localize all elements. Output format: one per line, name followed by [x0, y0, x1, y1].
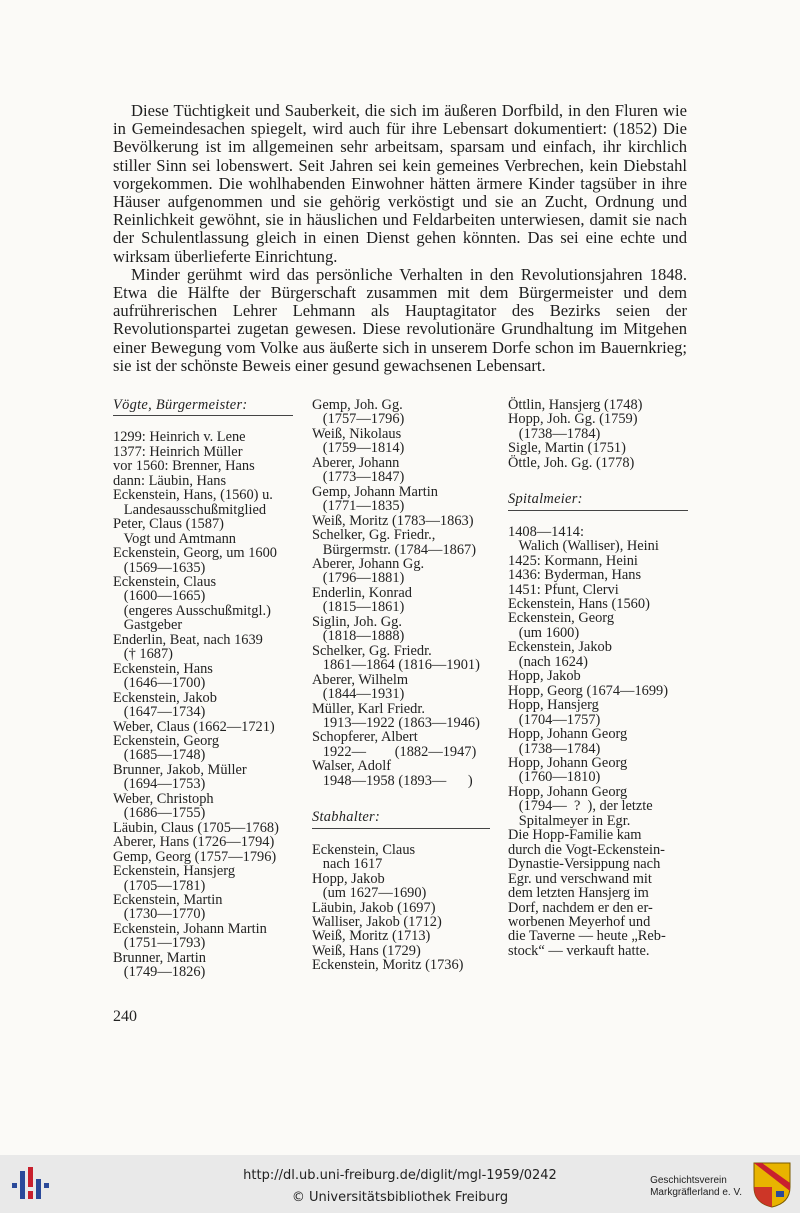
- list-item: Eckenstein, Georg, um 1600: [113, 545, 277, 562]
- list-voegte-continued: [508, 398, 688, 470]
- list-item: Aberer, Johann Gg.: [312, 555, 425, 572]
- list-item: (1600—1665): [113, 588, 206, 605]
- page-number: 240: [113, 1008, 137, 1025]
- verein-name[interactable]: [650, 1175, 742, 1199]
- list-item: (1738—1784): [508, 740, 601, 757]
- markgraeflerland-crest-icon[interactable]: [752, 1161, 792, 1209]
- permalink-url[interactable]: http://dl.ub.uni-freiburg.de/diglit/mgl-1959/0242: [243, 1168, 557, 1183]
- list-item: Siglin, Joh. Gg.: [312, 613, 402, 630]
- column-middle: [312, 398, 490, 973]
- list-buergermeister-continued: [312, 398, 490, 788]
- list-item: Eckenstein, Martin: [113, 891, 223, 908]
- list-item: 1299: Heinrich v. Lene: [113, 429, 246, 446]
- verein-line-2: Markgräflerland e. V.: [650, 1187, 742, 1198]
- list-item: Eckenstein, Moritz (1736): [312, 957, 464, 974]
- list-item: Aberer, Hans (1726—1794): [113, 834, 275, 851]
- list-item: Eckenstein, Georg: [508, 610, 615, 627]
- list-item: Läubin, Claus (1705—1768): [113, 819, 279, 836]
- list-item: Vogt und Amtmann: [113, 530, 237, 547]
- list-item: Eckenstein, Hans: [113, 660, 213, 677]
- list-item: 1948—1958 (1893— ): [312, 772, 473, 789]
- note-line: stock“ — verkauft hatte.: [508, 942, 650, 959]
- hopp-family-note: [508, 828, 688, 958]
- list-item: (1694—1753): [113, 776, 206, 793]
- list-item: 1922— (1882—1947): [312, 743, 477, 760]
- section-heading-stabhalter: Stabhalter:: [312, 810, 490, 828]
- note-line: Die Hopp-Familie kam: [508, 827, 642, 844]
- list-item: Müller, Karl Friedr.: [312, 700, 425, 717]
- list-item: Öttle, Joh. Gg. (1778): [508, 454, 635, 471]
- list-item: Hopp, Johann Georg: [508, 726, 628, 743]
- list-item: (1757—1796): [312, 411, 405, 428]
- list-item: 1425: Kormann, Heini: [508, 552, 638, 569]
- list-item: († 1687): [113, 646, 173, 663]
- list-item: 1408—1414:: [508, 523, 584, 540]
- list-item: (1773—1847): [312, 469, 405, 486]
- list-item: Schelker, Gg. Friedr.,: [312, 527, 436, 544]
- list-item: Hopp, Joh. Gg. (1759): [508, 411, 638, 428]
- paragraph-2: Minder gerühmt wird das persönliche Verhalten in den Revolutionsjahren 1848. Etwa die Hälfte der Bürgerschaft zusammen mit dem Bürgermeister und dem aufrührerischen Lehrer Lehmann als Hauptagitator des Bezirks seien der Revolutionspartei zugetan gewesen. Diese revolutionäre Grundhaltung im Mitgehen einer Bewegung vom Volke aus äußerte sich in unserem Dorfe schon im Bauernkrieg; sie ist der schönste Beweis einer gesund gewachsenen Lebensart.: [113, 264, 687, 375]
- list-item: Walliser, Jakob (1712): [312, 913, 442, 930]
- list-item: Eckenstein, Hansjerg: [113, 863, 236, 880]
- section-heading-voegte: Vögte, Bürgermeister:: [113, 398, 293, 416]
- list-item: (um 1627—1690): [312, 885, 427, 902]
- list-item: Hopp, Hansjerg: [508, 697, 599, 714]
- list-item: (1794— ? ), der letzte: [508, 798, 653, 815]
- list-stabhalter: [312, 843, 490, 973]
- list-item: (1730—1770): [113, 906, 206, 923]
- list-item: Bürgermstr. (1784—1867): [312, 541, 477, 558]
- list-item: (1685—1748): [113, 747, 206, 764]
- viewer-footer: [0, 1155, 800, 1213]
- list-item: 1913—1922 (1863—1946): [312, 714, 480, 731]
- list-item: Hopp, Johann Georg: [508, 754, 628, 771]
- list-voegte: [113, 430, 293, 979]
- list-item: Weiß, Hans (1729): [312, 942, 421, 959]
- list-item: Eckenstein, Jakob: [113, 689, 217, 706]
- list-item: (1760—1810): [508, 769, 601, 786]
- column-right: [508, 398, 688, 958]
- column-voegte: [113, 398, 293, 980]
- list-item: (1815—1861): [312, 599, 405, 616]
- list-item: Peter, Claus (1587): [113, 516, 224, 533]
- list-item: Eckenstein, Hans (1560): [508, 595, 650, 612]
- list-item: Enderlin, Beat, nach 1639: [113, 631, 263, 648]
- paragraph-1: Diese Tüchtigkeit und Sauberkeit, die sich im äußeren Dorfbild, in den Fluren wie in Gemeindesachen spiegelt, wird auch für ihre Lebensart dokumentiert: (1852) Die Bevölkerung ist im allgemeinen sehr arbeitsam, sparsam und einfach, ihr kirchlich stiller Sinn sei lobenswert. Seit Jahren sei kein gemeines Verbrechen, kein Diebstahl vorgekommen. Die wohlhabenden Einwohner hätten ärmere Kinder tagsüber in ihre Häuser aufgenommen und sie gehörig verköstigt und sie an Zucht, Ordnung und Reinlichkeit gewöhnt, sie in häuslichen und Feldarbeiten unterwiesen, damit sie nach der Schulentlassung gleich in einen Dienst gehen könnten. Das sei eine echte und wirksam überlieferte Einrichtung.: [113, 101, 687, 266]
- section-heading-spitalmeier: Spitalmeier:: [508, 492, 688, 510]
- list-item: 1377: Heinrich Müller: [113, 443, 243, 460]
- list-item: (1647—1734): [113, 704, 206, 721]
- list-item: (1759—1814): [312, 440, 405, 457]
- list-item: Spitalmeyer in Egr.: [508, 812, 631, 829]
- list-item: (engeres Ausschußmitgl.): [113, 602, 271, 619]
- list-item: Hopp, Jakob: [312, 870, 385, 887]
- note-line: dem letzten Hansjerg im: [508, 885, 649, 902]
- list-item: Landesausschußmitglied: [113, 501, 267, 518]
- list-item: Gemp, Georg (1757—1796): [113, 848, 277, 865]
- list-item: (1738—1784): [508, 425, 601, 442]
- list-item: (1751—1793): [113, 935, 206, 952]
- list-item: Weiß, Nikolaus: [312, 425, 402, 442]
- list-item: Eckenstein, Johann Martin: [113, 920, 267, 937]
- note-line: worbenen Meyerhof und: [508, 913, 651, 930]
- list-item: Walich (Walliser), Heini: [508, 538, 659, 555]
- list-item: Aberer, Johann: [312, 454, 400, 471]
- list-item: Brunner, Martin: [113, 949, 206, 966]
- list-item: Gemp, Johann Martin: [312, 483, 438, 500]
- list-item: (1749—1826): [113, 964, 206, 981]
- list-item: Weiß, Moritz (1783—1863): [312, 512, 474, 529]
- list-item: 1436: Byderman, Hans: [508, 567, 642, 584]
- list-item: (1844—1931): [312, 686, 405, 703]
- note-line: Dynastie-Versippung nach: [508, 856, 661, 873]
- list-item: Gemp, Joh. Gg.: [312, 397, 403, 413]
- list-item: (1771—1835): [312, 498, 405, 515]
- list-item: (1818—1888): [312, 628, 405, 645]
- list-spitalmeier: [508, 525, 688, 829]
- list-item: (um 1600): [508, 624, 580, 641]
- note-line: die Taverne — heute „Reb-: [508, 928, 666, 945]
- list-item: 1451: Pfunt, Clervi: [508, 581, 619, 598]
- intro-text: [113, 102, 687, 375]
- list-item: Eckenstein, Georg: [113, 732, 220, 749]
- list-item: (nach 1624): [508, 653, 588, 670]
- list-item: Eckenstein, Claus: [113, 573, 217, 590]
- list-item: Weiß, Moritz (1713): [312, 928, 431, 945]
- list-item: Hopp, Georg (1674—1699): [508, 682, 669, 699]
- note-line: durch die Vogt-Eckenstein-: [508, 841, 665, 858]
- list-item: Eckenstein, Jakob: [508, 639, 612, 656]
- list-item: (1705—1781): [113, 877, 206, 894]
- list-item: dann: Läubin, Hans: [113, 472, 227, 489]
- list-item: Eckenstein, Claus: [312, 841, 416, 858]
- list-item: Brunner, Jakob, Müller: [113, 761, 247, 778]
- list-item: Gastgeber: [113, 617, 183, 634]
- list-item: (1569—1635): [113, 559, 206, 576]
- list-item: Hopp, Johann Georg: [508, 783, 628, 800]
- list-item: Läubin, Jakob (1697): [312, 899, 436, 916]
- list-item: 1861—1864 (1816—1901): [312, 657, 480, 674]
- list-item: (1646—1700): [113, 675, 206, 692]
- list-item: Walser, Adolf: [312, 758, 391, 775]
- list-item: Eckenstein, Hans, (1560) u.: [113, 487, 273, 504]
- verein-line-1: Geschichtsverein: [650, 1175, 727, 1186]
- list-item: (1686—1755): [113, 805, 206, 822]
- copyright-notice: © Universitätsbibliothek Freiburg: [291, 1190, 509, 1205]
- list-item: Weber, Christoph: [113, 790, 214, 807]
- list-item: Öttlin, Hansjerg (1748): [508, 397, 643, 413]
- list-item: Weber, Claus (1662—1721): [113, 718, 275, 735]
- list-item: vor 1560: Brenner, Hans: [113, 458, 255, 475]
- list-item: Enderlin, Konrad: [312, 584, 412, 601]
- list-item: Hopp, Jakob: [508, 668, 581, 685]
- list-item: Schopferer, Albert: [312, 729, 418, 746]
- note-line: Dorf, nachdem er den er-: [508, 899, 653, 916]
- list-item: Sigle, Martin (1751): [508, 440, 626, 457]
- list-item: Aberer, Wilhelm: [312, 671, 409, 688]
- note-line: Egr. und verschwand mit: [508, 870, 652, 887]
- list-item: nach 1617: [312, 856, 383, 873]
- list-item: (1796—1881): [312, 570, 405, 587]
- list-item: Schelker, Gg. Friedr.: [312, 642, 432, 659]
- list-item: (1704—1757): [508, 711, 601, 728]
